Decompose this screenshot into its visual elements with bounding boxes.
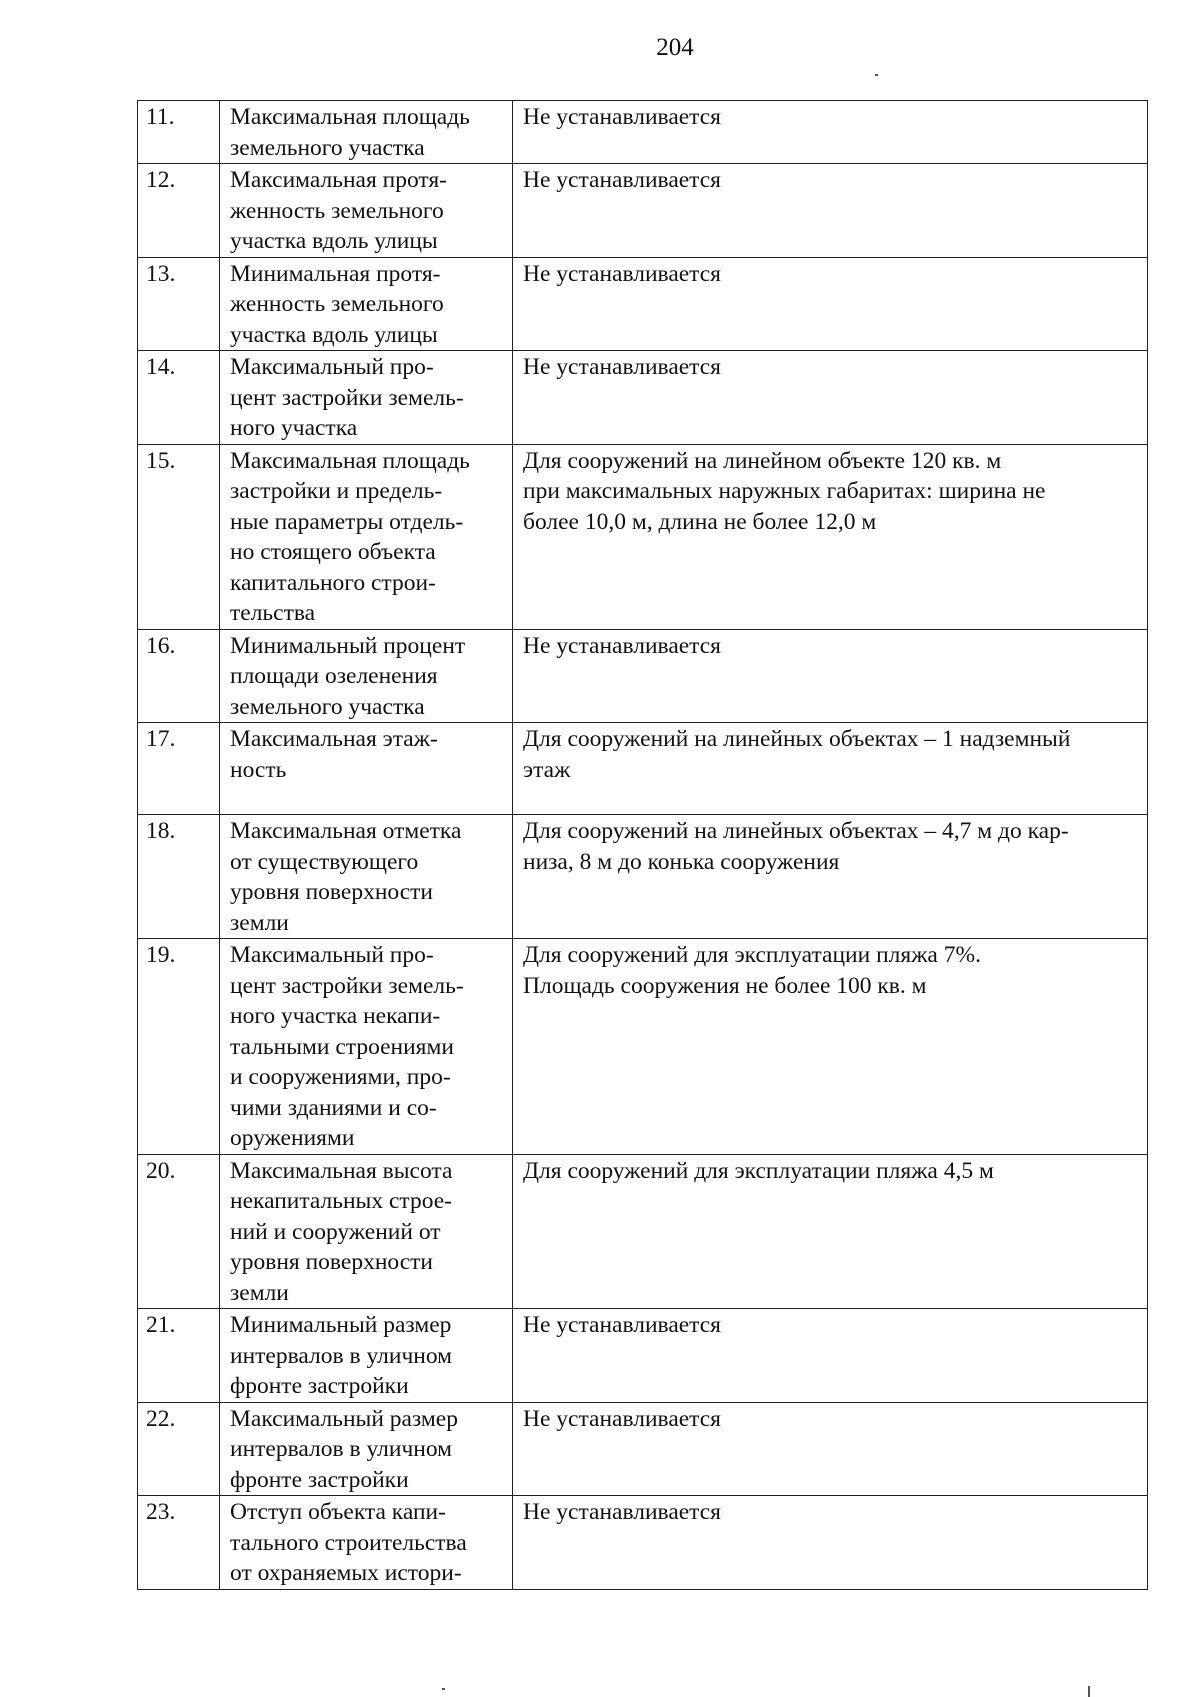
parameter-name-line: участка вдоль улицы — [230, 321, 438, 348]
scan-edge-mark — [1088, 1686, 1090, 1697]
row-number: 18. — [138, 815, 220, 939]
parameter-name-line: земли — [230, 1279, 289, 1306]
parameter-name-line: участка вдоль улицы — [230, 228, 438, 254]
parameter-name — [220, 101, 513, 164]
parameter-name-line: уровня поверхности — [230, 879, 434, 905]
parameter-name-line: Максимальная площадь — [230, 447, 470, 474]
parameter-name-line: цент застройки земель- — [230, 972, 464, 999]
parameter-name-line: Максимальный про- — [230, 942, 434, 968]
parameter-value-line: более 10,0 м, длина не более 12,0 м — [523, 508, 877, 535]
parameter-name-line: Минимальный процент — [230, 632, 466, 659]
parameter-value-line: при максимальных наружных габаритах: ширина не — [523, 478, 1046, 504]
parameter-value — [513, 1154, 1148, 1309]
parameter-name-line: ного участка — [230, 415, 358, 441]
parameter-name — [220, 164, 513, 258]
parameter-value-line: этаж — [523, 756, 571, 783]
parameter-value-line: Для сооружений на линейных объектах – 1 надземный — [523, 726, 1071, 752]
parameter-name-line: от охраняемых истори- — [230, 1560, 462, 1586]
table-row — [138, 101, 1148, 164]
parameter-name-line: оружениями — [230, 1125, 355, 1151]
parameter-value — [513, 1402, 1148, 1496]
parameter-value-line: низа, 8 м до конька сооружения — [523, 848, 840, 875]
table-row — [138, 444, 1148, 629]
parameter-name — [220, 939, 513, 1155]
parameter-name-line: Минимальный размер — [230, 1312, 452, 1338]
parameter-name-line: площади озеленения — [230, 663, 438, 689]
parameter-value-line: Для сооружений для эксплуатации пляжа 4,5 м — [523, 1157, 994, 1184]
parameter-value-line: Площадь сооружения не более 100 кв. м — [523, 972, 927, 999]
parameter-value — [513, 723, 1148, 815]
parameter-value — [513, 257, 1148, 351]
page-number: 204 — [656, 34, 694, 61]
scan-speck — [875, 74, 878, 76]
parameter-name-line: но стоящего объекта — [230, 539, 436, 565]
parameter-name-line: Максимальная высота — [230, 1157, 453, 1184]
parameter-value — [513, 444, 1148, 629]
parameter-value — [513, 815, 1148, 939]
parameter-name-line: фронте застройки — [230, 1373, 409, 1399]
table-row — [138, 629, 1148, 723]
parameter-name — [220, 257, 513, 351]
table-row — [138, 1309, 1148, 1403]
parameter-name-line: интервалов в уличном — [230, 1342, 453, 1369]
parameter-name-line: тальными строениями — [230, 1033, 454, 1060]
parameter-value-line: Для сооружений на линейном объекте 120 кв. м — [523, 447, 1002, 474]
table-row — [138, 1154, 1148, 1309]
table-row — [138, 939, 1148, 1155]
parameter-name-line: ность — [230, 756, 287, 783]
row-number: 23. — [138, 1496, 220, 1590]
parameter-name-line: тального строительства — [230, 1529, 467, 1556]
parameter-name — [220, 723, 513, 815]
parameter-value — [513, 1496, 1148, 1590]
row-number: 22. — [138, 1402, 220, 1496]
parameter-name — [220, 1496, 513, 1590]
parameter-name — [220, 1309, 513, 1403]
row-number: 17. — [138, 723, 220, 815]
parameter-name-line: Максимальная площадь — [230, 104, 470, 130]
parameter-value-line: Не устанавливается — [523, 104, 721, 130]
parameter-value-line: Не устанавливается — [523, 260, 721, 287]
row-number: 20. — [138, 1154, 220, 1309]
parameter-value — [513, 101, 1148, 164]
parameter-name-line: земельного участка — [230, 693, 425, 720]
parameter-value-line: Не устанавливается — [523, 632, 721, 659]
parameter-value — [513, 1309, 1148, 1403]
parameter-value — [513, 351, 1148, 445]
parameter-name-line: и сооружениями, про- — [230, 1064, 451, 1090]
parameter-name — [220, 444, 513, 629]
parameters-table — [137, 100, 1148, 1590]
parameter-value — [513, 629, 1148, 723]
row-number: 13. — [138, 257, 220, 351]
parameter-name-line: Отступ объекта капи- — [230, 1499, 446, 1525]
parameter-value-line: Не устанавливается — [523, 167, 721, 193]
parameter-value-line: Не устанавливается — [523, 354, 721, 380]
parameter-name-line: Максимальный размер — [230, 1405, 458, 1432]
parameter-name — [220, 815, 513, 939]
row-number: 11. — [138, 101, 220, 164]
parameter-value-line: Не устанавливается — [523, 1312, 721, 1338]
table-row — [138, 257, 1148, 351]
row-number: 19. — [138, 939, 220, 1155]
parameter-name-line: чими зданиями и со- — [230, 1094, 437, 1121]
parameter-name-line: женность земельного — [230, 197, 444, 224]
parameter-name — [220, 1402, 513, 1496]
parameter-name-line: Максимальный про- — [230, 354, 434, 380]
table-row — [138, 351, 1148, 445]
table-row — [138, 164, 1148, 258]
table-row — [138, 1402, 1148, 1496]
parameter-value-line: Для сооружений на линейных объектах – 4,7 м до кар- — [523, 818, 1069, 844]
parameter-name-line: капитального строи- — [230, 569, 436, 596]
parameter-name — [220, 1154, 513, 1309]
parameter-value-line: Не устанавливается — [523, 1405, 721, 1432]
parameter-name-line: Максимальная этаж- — [230, 726, 438, 752]
parameter-name-line: земельного участка — [230, 134, 425, 161]
parameter-name-line: тельства — [230, 600, 316, 626]
parameter-name-line: Максимальная отметка — [230, 818, 462, 844]
parameter-name-line: ные параметры отдель- — [230, 508, 464, 535]
table-row — [138, 1496, 1148, 1590]
parameter-name-line: уровня поверхности — [230, 1249, 434, 1275]
parameters-table-body — [138, 101, 1148, 1590]
parameter-name-line: цент застройки земель- — [230, 384, 464, 411]
parameter-value — [513, 164, 1148, 258]
parameter-value-line: Для сооружений для эксплуатации пляжа 7%. — [523, 942, 981, 968]
parameter-name-line: ний и сооружений от — [230, 1218, 441, 1245]
parameter-name-line: женность земельного — [230, 291, 444, 317]
parameter-name-line: Минимальная протя- — [230, 260, 441, 287]
parameter-name-line: Максимальная протя- — [230, 167, 448, 193]
parameter-name-line: застройки и предель- — [230, 478, 443, 504]
row-number: 12. — [138, 164, 220, 258]
parameter-name-line: фронте застройки — [230, 1466, 409, 1493]
parameter-name — [220, 351, 513, 445]
parameter-value-line: Не устанавливается — [523, 1499, 721, 1525]
row-number: 21. — [138, 1309, 220, 1403]
row-number: 15. — [138, 444, 220, 629]
parameter-name-line: ного участка некапи- — [230, 1003, 441, 1029]
table-row — [138, 815, 1148, 939]
parameter-name-line: от существующего — [230, 848, 419, 875]
row-number: 16. — [138, 629, 220, 723]
parameter-value — [513, 939, 1148, 1155]
parameter-name-line: интервалов в уличном — [230, 1436, 453, 1462]
row-number: 14. — [138, 351, 220, 445]
parameter-name — [220, 629, 513, 723]
table-row — [138, 723, 1148, 815]
scan-speck — [442, 1688, 445, 1690]
parameter-name-line: земли — [230, 909, 289, 936]
parameter-name-line: некапитальных строе- — [230, 1188, 452, 1214]
